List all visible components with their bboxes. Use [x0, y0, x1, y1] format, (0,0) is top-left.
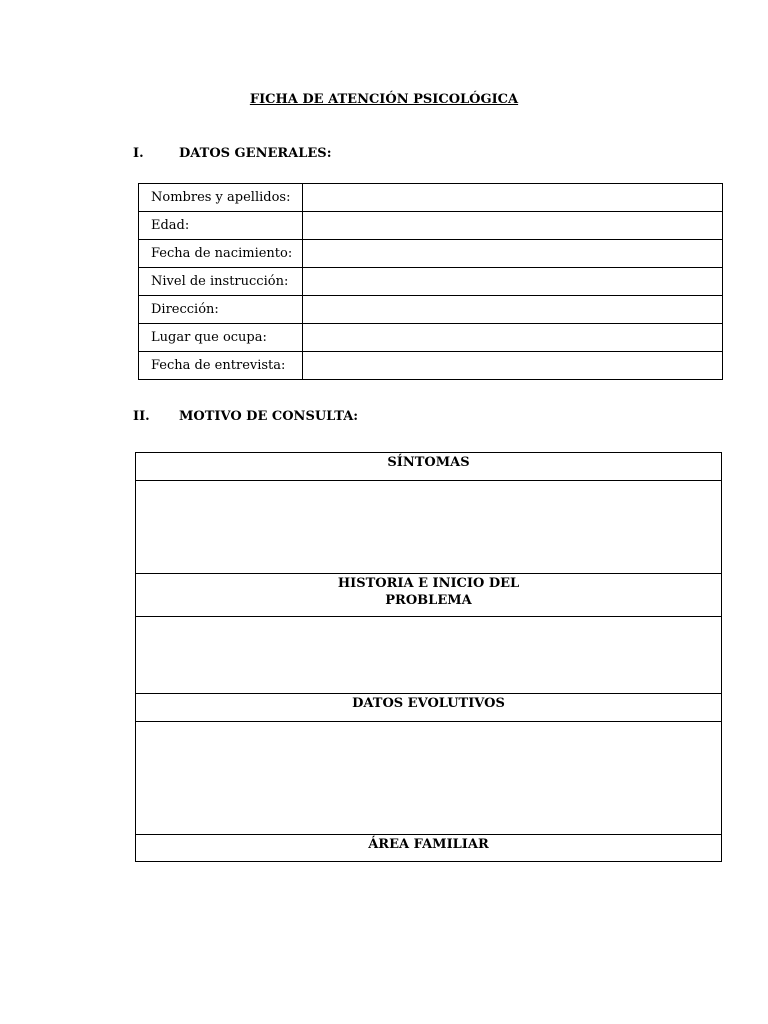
field-label: Nivel de instrucción: — [139, 268, 303, 296]
table-row — [139, 296, 723, 324]
block-heading-area-familiar — [136, 835, 722, 862]
field-value-nombres[interactable] — [303, 184, 723, 212]
block-heading-sintomas — [136, 453, 722, 481]
block-content-sintomas[interactable] — [136, 481, 722, 574]
field-value-fecha-entrevista[interactable] — [303, 352, 723, 380]
block-content-historia[interactable] — [136, 617, 722, 694]
section-number: II. — [133, 409, 150, 424]
field-label: Nombres y apellidos: — [139, 184, 303, 212]
block-heading-text: HISTORIA E INICIO DEL PROBLEMA — [337, 576, 520, 608]
table-row — [139, 184, 723, 212]
field-value-fecha-nacimiento[interactable] — [303, 240, 723, 268]
section-heading: DATOS GENERALES: — [179, 146, 332, 161]
field-label: Edad: — [139, 212, 303, 240]
table-row — [139, 240, 723, 268]
datos-generales-table — [138, 183, 723, 380]
field-value-direccion[interactable] — [303, 296, 723, 324]
field-label: Lugar que ocupa: — [139, 324, 303, 352]
field-value-nivel-instruccion[interactable] — [303, 268, 723, 296]
section-number: I. — [133, 146, 144, 161]
field-label: Fecha de entrevista: — [139, 352, 303, 380]
block-heading-historia — [136, 574, 722, 617]
section-heading: MOTIVO DE CONSULTA: — [179, 409, 359, 424]
field-label: Dirección: — [139, 296, 303, 324]
table-row — [139, 212, 723, 240]
table-row — [139, 352, 723, 380]
block-heading-datos-evolutivos — [136, 694, 722, 722]
section-motivo-consulta — [133, 409, 358, 424]
field-label: Fecha de nacimiento: — [139, 240, 303, 268]
motivo-consulta-table — [135, 452, 722, 862]
field-value-lugar-ocupa[interactable] — [303, 324, 723, 352]
field-value-edad[interactable] — [303, 212, 723, 240]
block-heading-text: SÍNTOMAS — [387, 455, 470, 470]
table-row — [139, 268, 723, 296]
block-heading-text: DATOS EVOLUTIVOS — [352, 696, 505, 711]
block-heading-text: ÁREA FAMILIAR — [368, 837, 489, 852]
table-row — [139, 324, 723, 352]
document-title: FICHA DE ATENCIÓN PSICOLÓGICA — [249, 92, 519, 107]
section-datos-generales — [133, 146, 332, 161]
block-content-datos-evolutivos[interactable] — [136, 722, 722, 835]
